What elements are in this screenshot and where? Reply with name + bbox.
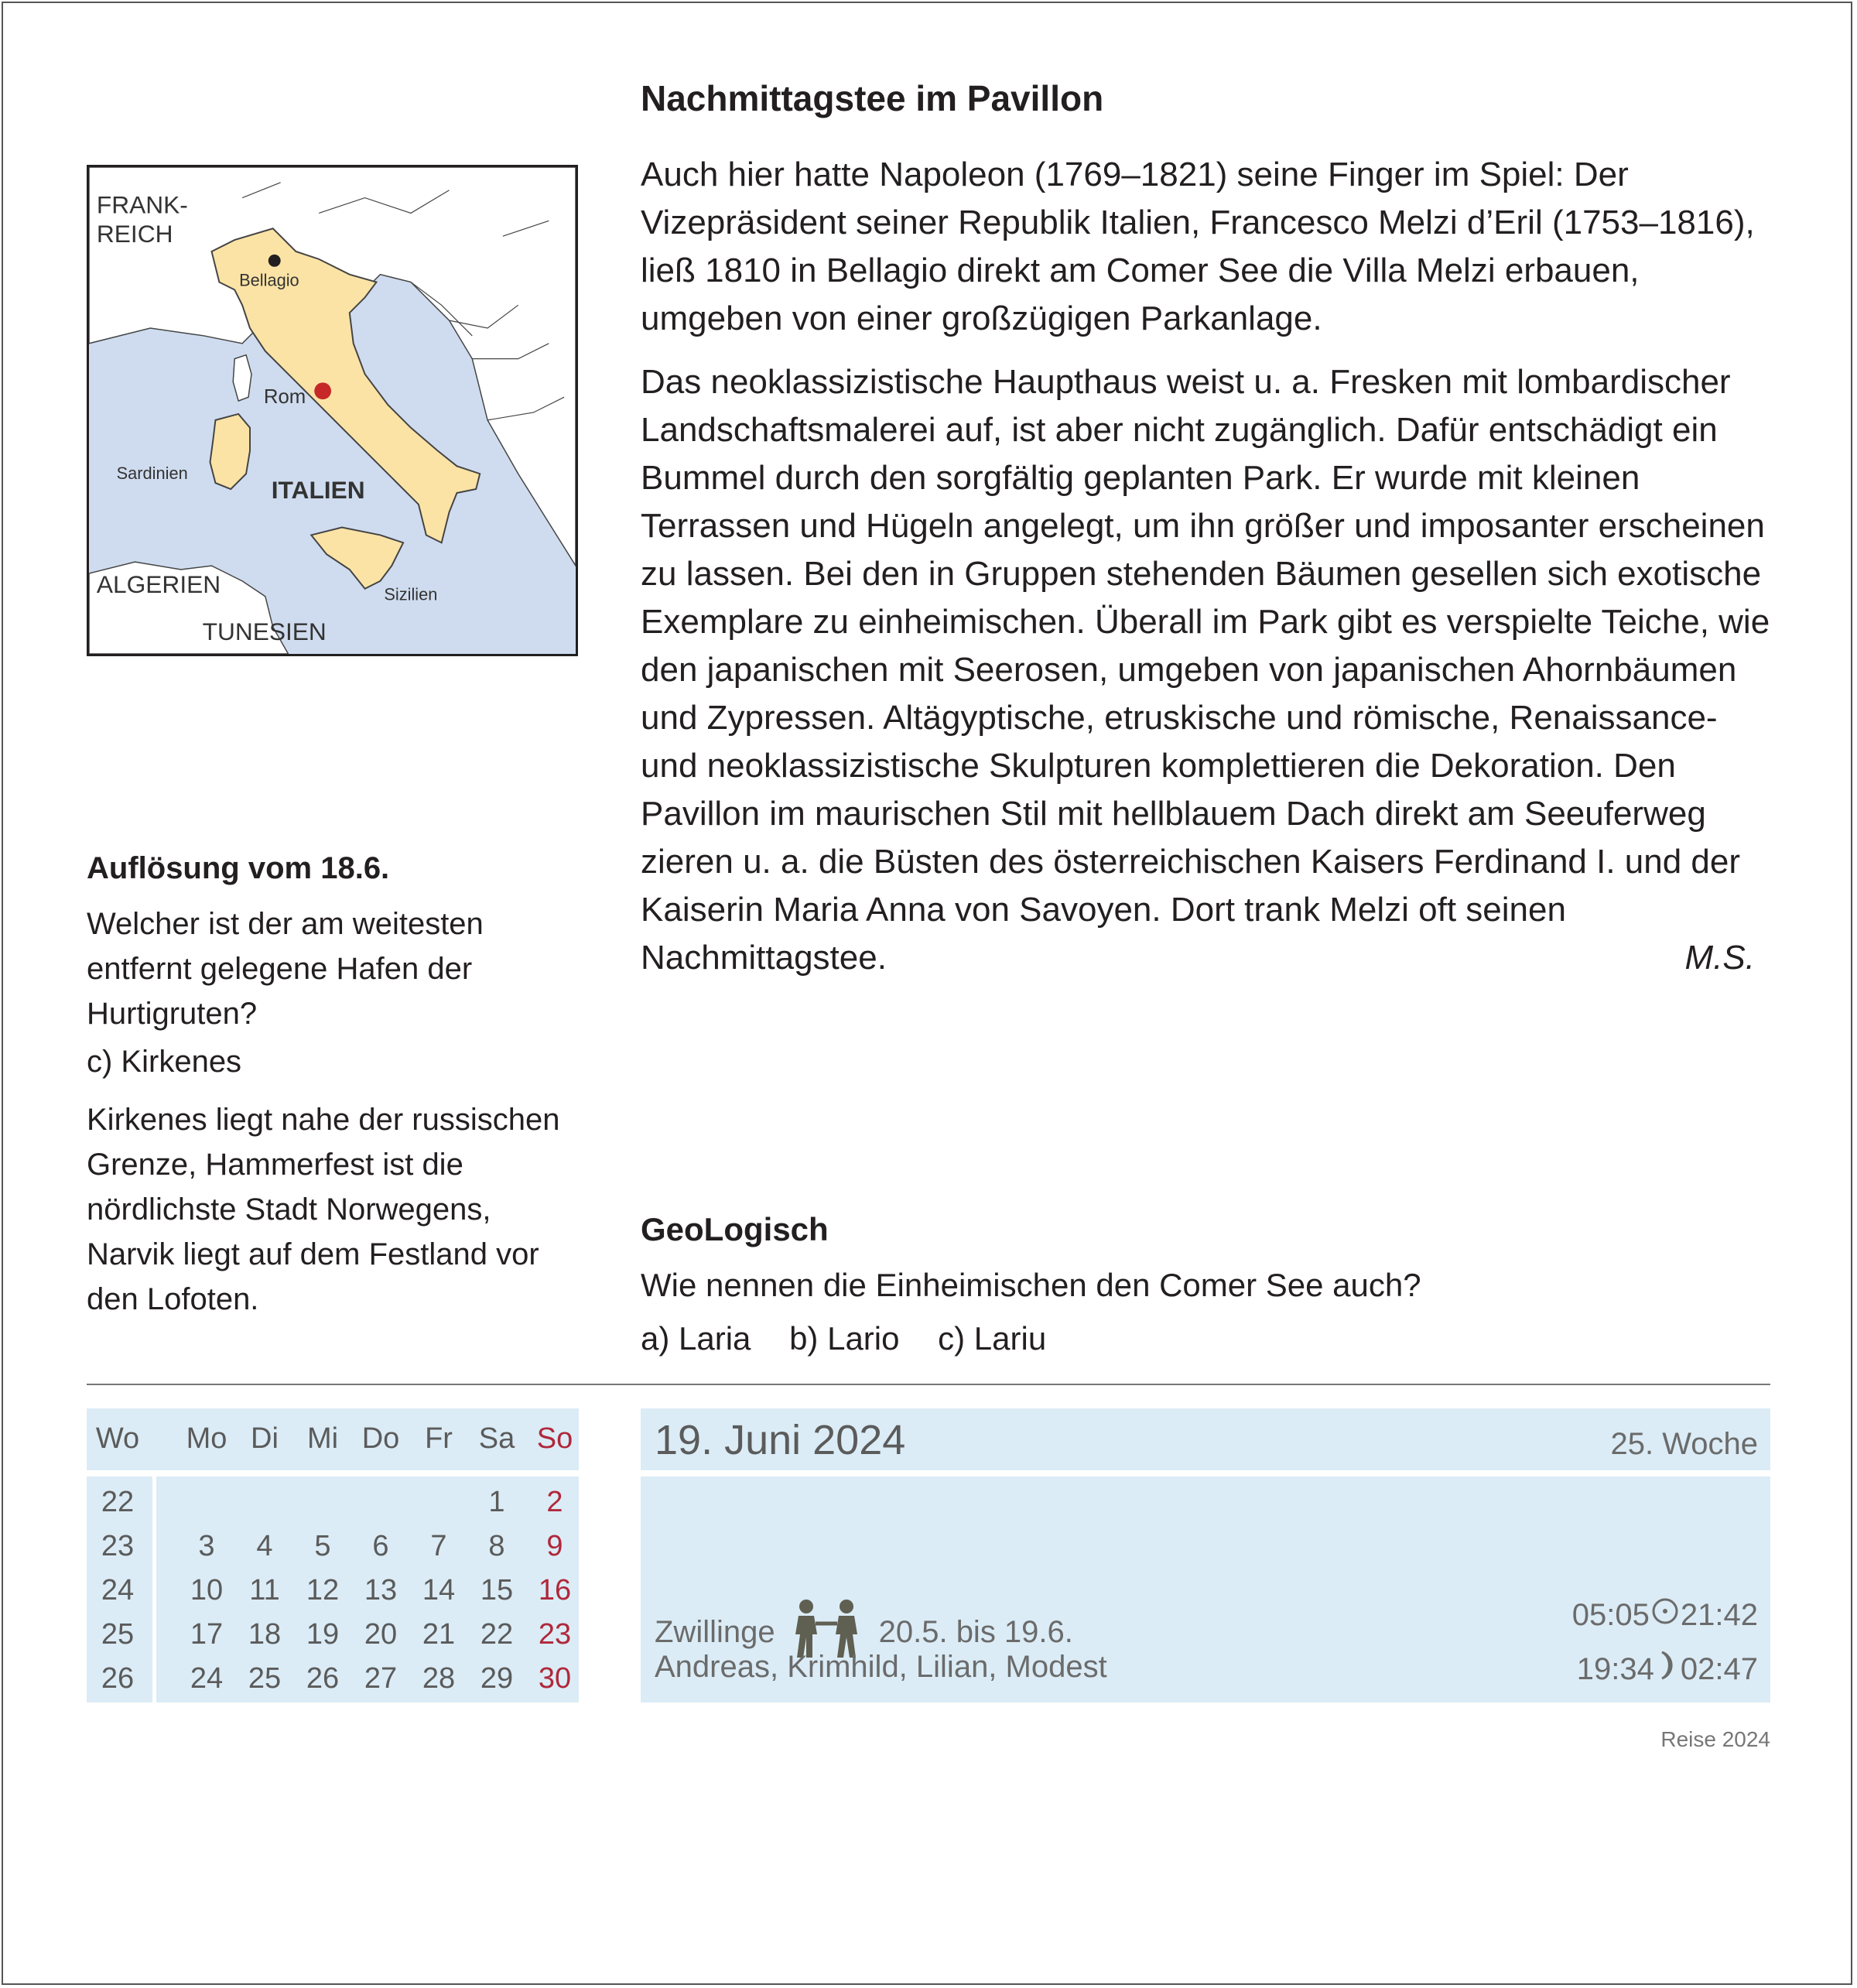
mini-calendar-day: 4 [256,1530,273,1562]
mini-calendar-week-number: 26 [101,1662,135,1695]
zodiac-name: Zwillinge [655,1614,775,1649]
geo-title: GeoLogisch [641,1211,829,1247]
mini-calendar-day: 7 [430,1530,447,1562]
sun-icon [1651,1597,1679,1633]
mini-calendar-day: 2 [546,1486,563,1518]
geo-option-b: b) Lario [789,1320,900,1357]
geo-options [641,1320,1076,1357]
mini-calendar-header-so: So [536,1422,573,1455]
mini-calendar-day: 5 [314,1530,331,1562]
mini-calendar-week-number: 23 [101,1530,135,1562]
label-sardinien: Sardinien [116,464,188,484]
mini-calendar-day: 11 [249,1574,280,1606]
label-tunesien: TUNESIEN [202,618,327,646]
mini-calendar-day: 29 [480,1662,514,1695]
author-initials: M.S. [1684,939,1755,977]
rome-marker [314,382,331,399]
moon-times [1577,1650,1758,1689]
solution-explanation: Kirkenes liegt nahe der russischen Grenze, Hammerfest ist die nördlichste Stadt Norwegens, Narvik liegt auf dem Festland vor den Lofoten. [87,1103,560,1316]
mini-calendar-week-number: 22 [101,1486,135,1518]
mini-calendar-day: 13 [364,1574,398,1606]
sun-times [1572,1597,1758,1633]
mini-calendar-day: 9 [546,1530,563,1562]
solution-title: Auflösung vom 18.6. [87,851,390,885]
mini-calendar-header-fr: Fr [425,1422,453,1455]
mini-calendar-header-sa: Sa [478,1422,515,1455]
mini-calendar-day: 10 [190,1574,224,1606]
sunrise-time: 05:05 [1571,1597,1650,1632]
mini-calendar-day: 18 [248,1618,282,1651]
sunset-time: 21:42 [1680,1597,1758,1632]
divider [87,1384,1770,1385]
date-title: 19. Juni 2024 [655,1417,906,1463]
italy-map [87,165,578,656]
solution-answer: c) Kirkenes [87,1045,242,1079]
geo-option-c: c) Lariu [938,1320,1047,1357]
day-panel [641,1408,1770,1702]
mini-calendar-header-wo: Wo [95,1422,140,1455]
moonset-time: 02:47 [1680,1651,1758,1686]
mini-calendar-header-mo: Mo [186,1422,227,1455]
mini-calendar-day: 30 [538,1662,572,1695]
footer-label: Reise 2024 [1660,1727,1770,1751]
mini-calendar-day: 27 [364,1662,398,1695]
mini-calendar-header-mi: Mi [306,1422,339,1455]
mini-calendar-header-di: Di [251,1422,279,1455]
article-paragraph-2-text: Das neoklassizistische Haupthaus weist u. a. Fresken mit lombardischer Landschaftsmalerei auf, ist aber nicht zugänglich. Dafür entschädigt ein Bummel durch den sorgfältig geplanten Park. Er wurde mit kleinen Terrassen und Hügeln angelegt, um ihn größer und imposanter erscheinen zu lassen. Bei den in Gruppen stehenden Bäumen gesellen sich exotische Exemplare zu einheimischen. Überall im Park gibt es verspielte Teiche, wie den japanischen mit Seerosen, umgeben von japanischen Ahornbäumen und Zypressen. Altägyptische, etruskische und römische, Renaissance- und neoklassizistische Skulpturen komplettieren die Dekoration. Den Pavillon im maurischen Stil mit hellblauem Dach direkt am Seeuferweg zieren u. a. die Büsten des österreichischen Kaisers Ferdinand I. und der Kaiserin Maria Anna von Savoyen. Dort trank Melzi oft seinen Nachmittagstee. [641,363,1770,977]
mini-calendar-day: 25 [248,1662,282,1695]
week-number: 25. Woche [1610,1427,1758,1461]
name-days: Andreas, Krimhild, Lilian, Modest [655,1650,1107,1684]
mini-calendar-day: 8 [488,1530,505,1562]
mini-calendar-day: 21 [422,1618,456,1651]
label-frank: FRANK- [96,190,188,219]
mini-calendar-day: 1 [488,1486,505,1518]
article-paragraph-1: Auch hier hatte Napoleon (1769–1821) seine Finger im Spiel: Der Vizepräsident seiner Republik Italien, Francesco Melzi d’Eril (1753–1816), ließ 1810 in Bellagio direkt am Comer See die Villa Melzi erbauen, umgeben von einer großzügigen Parkanlage. [641,156,1755,337]
mini-calendar-day: 28 [422,1662,456,1695]
geo-question: Wie nennen die Einheimischen den Comer See auch? [641,1267,1421,1303]
mini-calendar-day: 23 [538,1618,572,1651]
label-reich: REICH [96,220,173,248]
mini-calendar-header-do: Do [361,1422,400,1455]
article-title: Nachmittagstee im Pavillon [641,78,1104,118]
mini-calendar-day: 17 [190,1618,224,1651]
mini-calendar-day: 12 [306,1574,340,1606]
solution-question: Welcher ist der am weitesten entfernt gelegene Hafen der Hurtigruten? [87,907,484,1031]
moon-icon [1656,1650,1679,1689]
mini-calendar-week-number: 25 [101,1618,135,1651]
mini-calendar-day: 22 [480,1618,514,1651]
moonrise-time: 19:34 [1576,1651,1654,1686]
bellagio-marker [268,255,281,267]
mini-calendar-day: 6 [372,1530,389,1562]
mini-calendar [87,1408,579,1702]
label-sizilien: Sizilien [384,584,438,604]
mini-calendar-day: 14 [422,1574,456,1606]
mini-calendar-day: 15 [480,1574,514,1606]
geo-option-a: a) Laria [641,1320,751,1357]
label-bellagio: Bellagio [239,270,299,290]
article-paragraph-2 [641,358,1770,982]
mini-calendar-day: 26 [306,1662,340,1695]
label-rom: Rom [263,386,306,409]
mini-calendar-day: 3 [198,1530,215,1562]
label-algerien: ALGERIEN [96,570,221,598]
label-italien: ITALIEN [271,475,365,504]
mini-calendar-day: 19 [306,1618,340,1651]
zodiac-range: 20.5. bis 19.6. [878,1614,1073,1649]
article-body [641,151,1770,997]
mini-calendar-day: 20 [364,1618,398,1651]
mini-calendar-day: 16 [538,1574,572,1606]
day-panel-separator [641,1470,1770,1476]
mini-calendar-day: 24 [190,1662,224,1695]
mini-calendar-week-number: 24 [101,1574,135,1606]
